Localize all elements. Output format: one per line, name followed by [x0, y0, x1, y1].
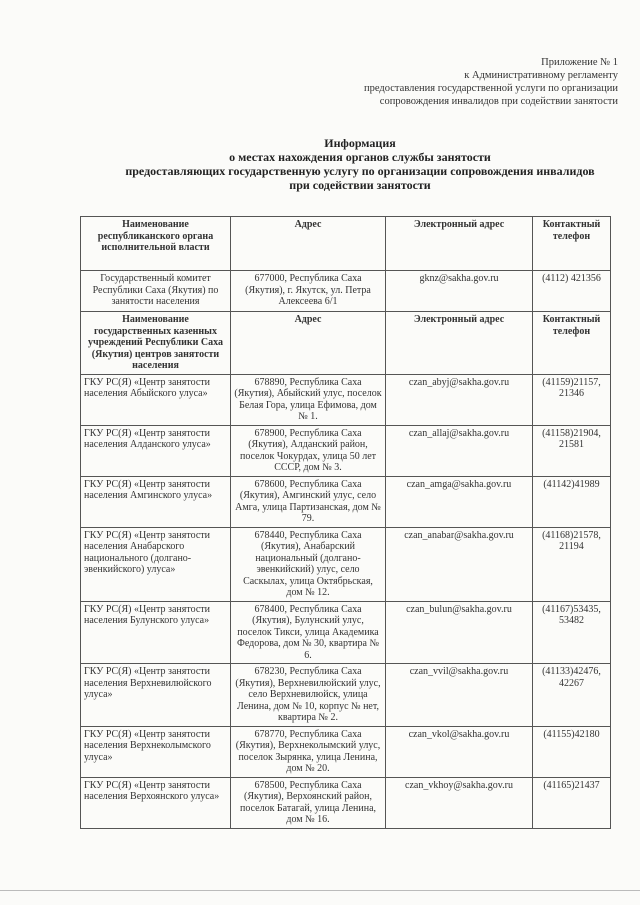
table-row: [81, 476, 611, 527]
header-phone: Контактный телефон: [533, 312, 611, 375]
cell-address: 678600, Республика Саха (Якутия), Амгинский улус, село Амга, улица Партизанская, дом № 79.: [231, 476, 386, 527]
header-name: Наименование республиканского органа исполнительной власти: [81, 217, 231, 271]
cell-name: ГКУ РС(Я) «Центр занятости населения Анабарского национального (долгано-эвенкийского) улуса»: [81, 527, 231, 601]
cell-address: 678500, Республика Саха (Якутия), Верхоянский район, поселок Батагай, улица Ленина, дом № 16.: [231, 777, 386, 828]
cell-name: ГКУ РС(Я) «Центр занятости населения Верхневилюйского улуса»: [81, 664, 231, 727]
heading-line-4: при содействии занятости: [289, 178, 431, 192]
table-row: [81, 726, 611, 777]
appendix-line-2: к Административному регламенту: [464, 70, 618, 81]
appendix-note: [364, 56, 618, 108]
header-address: Адрес: [231, 217, 386, 271]
table-row: [81, 374, 611, 425]
header-email: Электронный адрес: [386, 217, 533, 271]
table-row: [81, 664, 611, 727]
appendix-line-1: Приложение № 1: [541, 57, 618, 68]
header-email: Электронный адрес: [386, 312, 533, 375]
cell-phone: (41165)21437: [533, 777, 611, 828]
header-name: Наименование государственных казенных учреждений Республики Саха (Якутия) центров занятости населения: [81, 312, 231, 375]
cell-phone: (4112) 421356: [533, 271, 611, 312]
cell-phone: (41168)21578, 21194: [533, 527, 611, 601]
cell-name: ГКУ РС(Я) «Центр занятости населения Алданского улуса»: [81, 425, 231, 476]
table-row: [81, 777, 611, 828]
cell-address: 678890, Республика Саха (Якутия), Абыйский улус, поселок Белая Гора, улица Ефимова, дом № 1.: [231, 374, 386, 425]
cell-email: gknz@sakha.gov.ru: [386, 271, 533, 312]
cell-phone: (41167)53435, 53482: [533, 601, 611, 664]
cell-address: 678440, Республика Саха (Якутия), Анабарский национальный (долгано-эвенкийский) улус, село Саскылах, улица Октябрьская, дом № 12.: [231, 527, 386, 601]
table-row: [81, 271, 611, 312]
table-row: [81, 425, 611, 476]
appendix-line-4: сопровождения инвалидов при содействии занятости: [379, 96, 618, 107]
cell-address: 678230, Республика Саха (Якутия), Верхневилюйский улус, село Верхневилюйск, улица Ленина, дом № 10, корпус № нет, квартира № 2.: [231, 664, 386, 727]
cell-phone: (41155)42180: [533, 726, 611, 777]
document-heading: [60, 136, 640, 192]
header-address: Адрес: [231, 312, 386, 375]
cell-email: czan_anabar@sakha.gov.ru: [386, 527, 533, 601]
cell-name: ГКУ РС(Я) «Центр занятости населения Булунского улуса»: [81, 601, 231, 664]
cell-email: czan_vkhoy@sakha.gov.ru: [386, 777, 533, 828]
table-header-row: [81, 312, 611, 375]
cell-phone: (41142)41989: [533, 476, 611, 527]
header-phone: Контактный телефон: [533, 217, 611, 271]
cell-phone: (41159)21157, 21346: [533, 374, 611, 425]
table-row: [81, 601, 611, 664]
appendix-line-3: предоставления государственной услуги по организации: [364, 83, 618, 94]
heading-line-2: о местах нахождения органов службы занятости: [229, 150, 491, 164]
cell-email: czan_allaj@sakha.gov.ru: [386, 425, 533, 476]
cell-address: 677000, Республика Саха (Якутия), г. Якутск, ул. Петра Алексеева 6/1: [231, 271, 386, 312]
cell-email: czan_vkol@sakha.gov.ru: [386, 726, 533, 777]
table-row: [81, 527, 611, 601]
heading-line-3: предоставляющих государственную услугу по организации сопровождения инвалидов: [125, 164, 595, 178]
cell-email: czan_bulun@sakha.gov.ru: [386, 601, 533, 664]
cell-phone: (41133)42476, 42267: [533, 664, 611, 727]
cell-address: 678770, Республика Саха (Якутия), Верхнеколымский улус, поселок Зырянка, улица Ленина, дом № 20.: [231, 726, 386, 777]
table-header-row: [81, 217, 611, 271]
cell-phone: (41158)21904, 21581: [533, 425, 611, 476]
cell-name: ГКУ РС(Я) «Центр занятости населения Верхоянского улуса»: [81, 777, 231, 828]
cell-name: ГКУ РС(Я) «Центр занятости населения Абыйского улуса»: [81, 374, 231, 425]
cell-name: Государственный комитет Республики Саха (Якутия) по занятости населения: [81, 271, 231, 312]
cell-name: ГКУ РС(Я) «Центр занятости населения Верхнеколымского улуса»: [81, 726, 231, 777]
cell-address: 678900, Республика Саха (Якутия), Алданский район, поселок Чокурдах, улица 50 лет СССР, дом № 3.: [231, 425, 386, 476]
cell-email: czan_abyj@sakha.gov.ru: [386, 374, 533, 425]
cell-name: ГКУ РС(Я) «Центр занятости населения Амгинского улуса»: [81, 476, 231, 527]
heading-line-1: Информация: [324, 136, 396, 150]
page-edge-line: [0, 890, 640, 891]
employment-centers-table: [80, 216, 611, 829]
cell-email: czan_amga@sakha.gov.ru: [386, 476, 533, 527]
cell-address: 678400, Республика Саха (Якутия), Булунский улус, поселок Тикси, улица Академика Федорова, дом № 30, квартира № 6.: [231, 601, 386, 664]
cell-email: czan_vvil@sakha.gov.ru: [386, 664, 533, 727]
